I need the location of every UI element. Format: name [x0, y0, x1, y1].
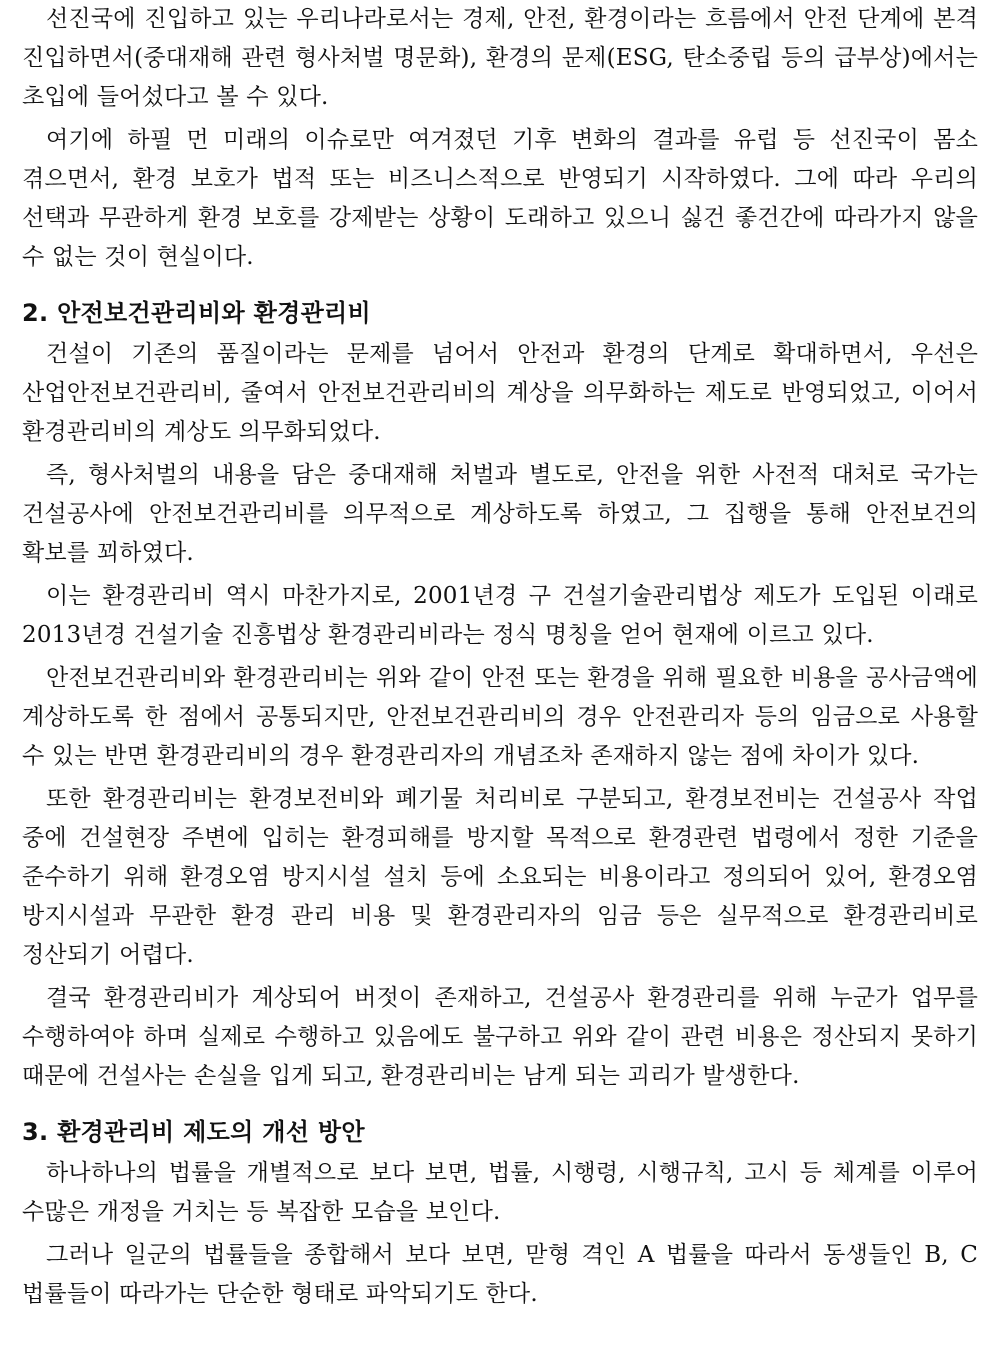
paragraph-intro-2: 여기에 하필 먼 미래의 이슈로만 여겨졌던 기후 변화의 결과를 유럽 등 선진국이 몸소 겪으면서, 환경 보호가 법적 또는 비즈니스적으로 반영되기 시작하였다. 그에 따라 우리의 선택과 무관하게 환경 보호를 강제받는 상황이 도래하고 있으니 싫건 좋건간에 따라가지 않을 수 없는 것이 현실이다.	[22, 127, 978, 270]
section-2-heading: 2. 안전보건관리비와 환경관리비	[22, 299, 372, 327]
section-2-paragraph-4: 안전보건관리비와 환경관리비는 위와 같이 안전 또는 환경을 위해 필요한 비용을 공사금액에 계상하도록 한 점에서 공통되지만, 안전보건관리비의 경우 안전관리자 등의 임금으로 사용할 수 있는 반면 환경관리비의 경우 환경관리자의 개념조차 존재하지 않는 점에 차이가 있다.	[22, 665, 978, 769]
section-2-paragraph-2: 즉, 형사처벌의 내용을 담은 중대재해 처벌과 별도로, 안전을 위한 사전적 대처로 국가는 건설공사에 안전보건관리비를 의무적으로 계상하도록 하였고, 그 집행을 통해 안전보건의 확보를 꾀하였다.	[22, 462, 978, 566]
section-3-heading: 3. 환경관리비 제도의 개선 방안	[22, 1118, 365, 1146]
document-page	[22, 0, 978, 1314]
section-3-paragraph-2: 그러나 일군의 법률들을 종합해서 보다 보면, 맏형 격인 A 법률을 따라서 동생들인 B, C 법률들이 따라가는 단순한 형태로 파악되기도 한다.	[22, 1242, 978, 1307]
section-2-paragraph-6: 결국 환경관리비가 계상되어 버젓이 존재하고, 건설공사 환경관리를 위해 누군가 업무를 수행하여야 하며 실제로 수행하고 있음에도 불구하고 위와 같이 관련 비용은 정산되지 못하기 때문에 건설사는 손실을 입게 되고, 환경관리비는 남게 되는 괴리가 발생한다.	[22, 985, 978, 1089]
section-2-paragraph-5: 또한 환경관리비는 환경보전비와 폐기물 처리비로 구분되고, 환경보전비는 건설공사 작업 중에 건설현장 주변에 입히는 환경피해를 방지할 목적으로 환경관련 법령에서 정한 기준을 준수하기 위해 환경오염 방지시설 설치 등에 소요되는 비용이라고 정의되어 있어, 환경오염 방지시설과 무관한 환경 관리 비용 및 환경관리자의 임금 등은 실무적으로 환경관리비로 정산되기 어렵다.	[22, 786, 978, 968]
paragraph-intro-1: 선진국에 진입하고 있는 우리나라로서는 경제, 안전, 환경이라는 흐름에서 안전 단계에 본격 진입하면서(중대재해 관련 형사처벌 명문화), 환경의 문제(ESG, 탄소중립 등의 급부상)에서는 초입에 들어섰다고 볼 수 있다.	[22, 6, 978, 110]
section-3-paragraph-1: 하나하나의 법률을 개별적으로 보다 보면, 법률, 시행령, 시행규칙, 고시 등 체계를 이루어 수많은 개정을 거치는 등 복잡한 모습을 보인다.	[22, 1160, 978, 1225]
section-2-paragraph-3: 이는 환경관리비 역시 마찬가지로, 2001년경 구 건설기술관리법상 제도가 도입된 이래로 2013년경 건설기술 진흥법상 환경관리비라는 정식 명칭을 얻어 현재에 이르고 있다.	[22, 583, 978, 648]
section-2-paragraph-1: 건설이 기존의 품질이라는 문제를 넘어서 안전과 환경의 단계로 확대하면서, 우선은 산업안전보건관리비, 줄여서 안전보건관리비의 계상을 의무화하는 제도로 반영되었고, 이어서 환경관리비의 계상도 의무화되었다.	[22, 341, 978, 445]
